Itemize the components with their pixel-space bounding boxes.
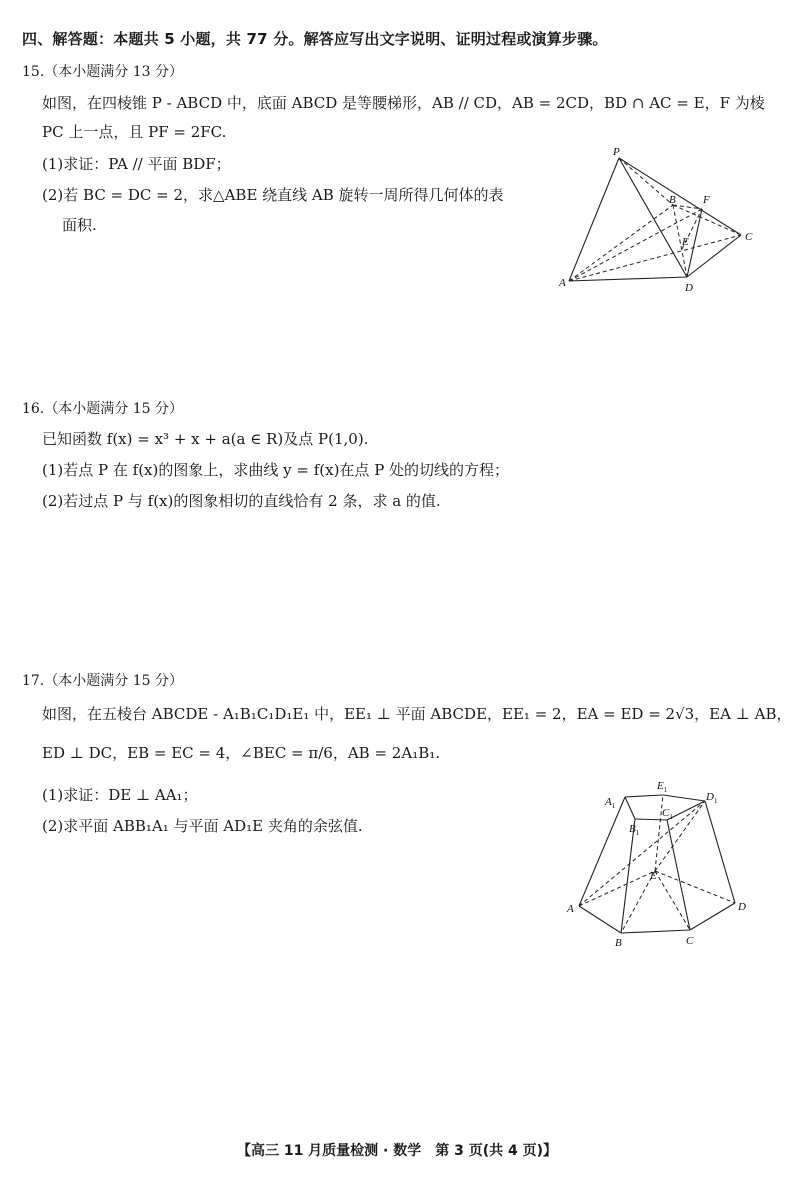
label-f: F <box>703 194 710 206</box>
label-c: C <box>745 231 753 243</box>
edge-pc <box>619 158 741 235</box>
label-b: B <box>669 194 676 206</box>
edge-dd1 <box>705 801 735 903</box>
pyramid-figure <box>555 145 765 295</box>
edge-e1d1 <box>663 795 705 801</box>
edge-ec <box>655 871 690 930</box>
question-stem: 如图，在五棱台 ABCDE - A₁B₁C₁D₁E₁ 中，EE₁ ⊥ 平面 ABCDE，EE₁ = 2，EA = ED = 2√3，EA ⊥ AB， <box>42 705 792 723</box>
question-stem: 如图，在四棱锥 P - ABCD 中，底面 ABCD 是等腰梯形，AB // CD，AB = 2CD，BD ∩ AC = E，F 为棱 <box>42 94 765 112</box>
edge-pd <box>619 158 687 277</box>
label-c: C <box>686 935 694 947</box>
question-header: 16.（本小题满分 15 分） <box>22 401 183 417</box>
label-a1: $A_1$ <box>605 796 616 810</box>
question-part-2: (2)若过点 P 与 f(x)的图象相切的直线恰有 2 条，求 a 的值. <box>42 492 441 510</box>
label-c1: $C_1$ <box>662 807 673 821</box>
edge-ab <box>579 906 621 933</box>
edge-bc <box>621 930 690 933</box>
question-part-2: (2)求平面 ABB₁A₁ 与平面 AD₁E 夹角的余弦值. <box>42 817 363 835</box>
edge-b1c1 <box>635 819 667 820</box>
section-title: 四、解答题：本题共 5 小题，共 77 分。解答应写出文字说明、证明过程或演算步骤。 <box>22 30 608 48</box>
edge-ad1 <box>579 801 705 906</box>
question-stem: 已知函数 f(x) = x³ + x + a(a ∈ R)及点 P(1,0). <box>42 430 369 448</box>
edge-ad <box>569 277 687 281</box>
page-footer: 【高三 11 月质量检测 · 数学 第 3 页(共 4 页)】 <box>236 1143 558 1159</box>
label-e1: $E_1$ <box>657 780 668 794</box>
label-b: B <box>615 937 622 949</box>
edge-aa1 <box>579 797 625 906</box>
edge-ae <box>579 871 655 906</box>
label-d: D <box>685 282 693 294</box>
question-header: 15.（本小题满分 13 分） <box>22 64 183 80</box>
question-stem: PC 上一点，且 PF = 2FC. <box>42 123 227 141</box>
label-p: P <box>613 146 620 158</box>
label-e: E <box>650 870 657 882</box>
question-part-1: (1)求证：PA // 平面 BDF； <box>42 155 231 173</box>
edge-cc1 <box>667 820 690 930</box>
question-part-2: 面积. <box>62 216 97 234</box>
edge-cd <box>690 903 735 930</box>
label-b1: $B_1$ <box>629 823 640 837</box>
label-d: D <box>738 901 746 913</box>
label-e: E <box>682 236 689 248</box>
label-a: A <box>567 903 574 915</box>
edge-pb <box>619 158 673 205</box>
label-a: A <box>559 277 566 289</box>
edge-bb1 <box>621 819 635 933</box>
edge-ac <box>569 235 741 281</box>
question-header: 17.（本小题满分 15 分） <box>22 673 183 689</box>
question-part-2: (2)若 BC = DC = 2，求△ABE 绕直线 AB 旋转一周所得几何体的表 <box>42 186 504 204</box>
edge-a1b1 <box>625 797 635 819</box>
edge-bc <box>673 205 741 235</box>
question-stem: ED ⊥ DC，EB = EC = 4，∠BEC = π/6，AB = 2A₁B₁. <box>42 744 441 762</box>
question-part-1: (1)求证：DE ⊥ AA₁； <box>42 786 198 804</box>
edge-a1e1 <box>625 795 663 797</box>
label-d1: $D_1$ <box>706 791 718 805</box>
question-part-1: (1)若点 P 在 f(x)的图象上，求曲线 y = f(x)在点 P 处的切线的方程； <box>42 461 510 479</box>
edge-ed <box>655 871 735 903</box>
frustum-figure <box>555 775 765 955</box>
